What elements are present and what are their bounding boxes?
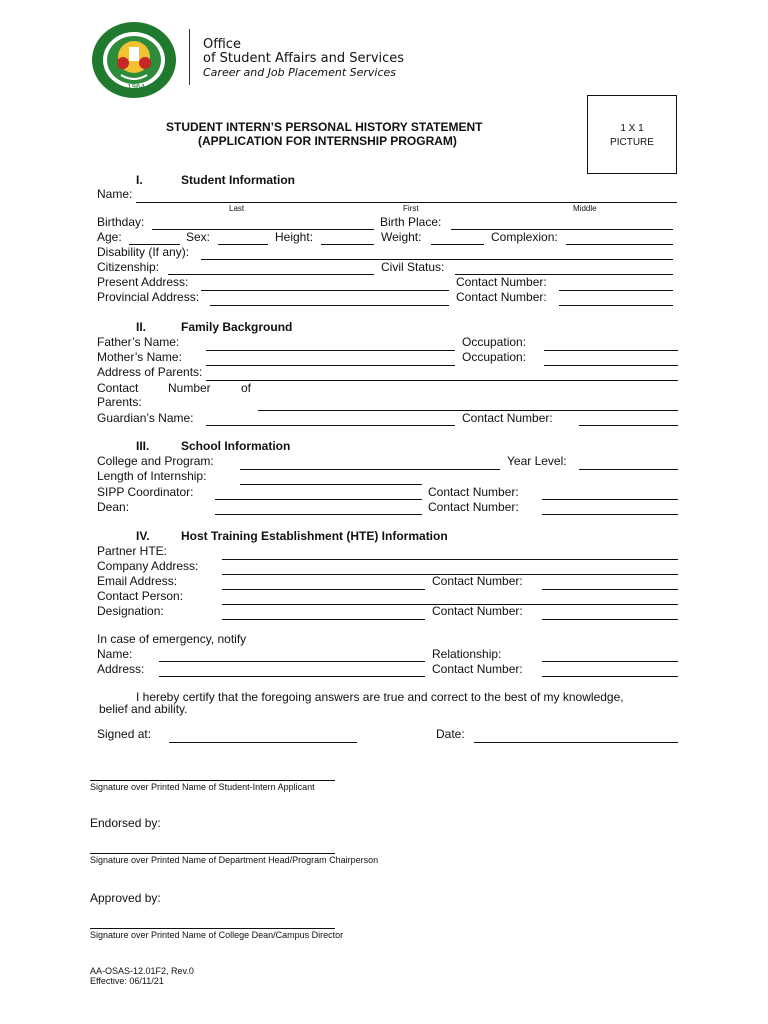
weight-field[interactable] bbox=[431, 244, 484, 245]
guardian-name-label: Guardian’s Name: bbox=[97, 411, 194, 425]
complexion-label: Complexion: bbox=[491, 230, 558, 244]
contact-number-label-1: Contact Number: bbox=[456, 275, 547, 289]
emergency-name-field[interactable] bbox=[159, 661, 425, 662]
contact-parents-word2: Number bbox=[168, 381, 211, 395]
partner-hte-field[interactable] bbox=[222, 559, 678, 560]
emergency-name-label: Name: bbox=[97, 647, 133, 661]
emergency-address-label: Address: bbox=[97, 662, 145, 676]
form-title-line1: STUDENT INTERN’S PERSONAL HISTORY STATEMENT bbox=[166, 120, 483, 134]
complexion-field[interactable] bbox=[566, 244, 673, 245]
provincial-address-label: Provincial Address: bbox=[97, 290, 200, 304]
mother-name-field[interactable] bbox=[206, 365, 455, 366]
father-name-label: Father’s Name: bbox=[97, 335, 180, 349]
mother-occupation-label: Occupation: bbox=[462, 350, 527, 364]
height-field[interactable] bbox=[321, 244, 374, 245]
birthday-label: Birthday: bbox=[97, 215, 145, 229]
dean-signature-line[interactable] bbox=[90, 928, 335, 929]
applicant-signature-line[interactable] bbox=[90, 780, 335, 781]
sipp-contact-label: Contact Number: bbox=[428, 485, 519, 499]
picture-box-line1: 1 X 1 bbox=[620, 123, 644, 134]
picture-box[interactable] bbox=[587, 95, 677, 174]
name-label: Name: bbox=[97, 187, 133, 201]
date-label: Date: bbox=[436, 727, 465, 741]
emergency-contact-label: Contact Number: bbox=[432, 662, 523, 676]
date-field[interactable] bbox=[474, 742, 678, 743]
contact-person-label: Contact Person: bbox=[97, 589, 184, 603]
guardian-contact-field[interactable] bbox=[579, 425, 678, 426]
relationship-label: Relationship: bbox=[432, 647, 502, 661]
guardian-contact-label: Contact Number: bbox=[462, 411, 553, 425]
form-title-line2: (APPLICATION FOR INTERNSHIP PROGRAM) bbox=[198, 134, 457, 148]
office-line2: of Student Affairs and Services bbox=[203, 51, 405, 66]
dean-contact-label: Contact Number: bbox=[428, 500, 519, 514]
address-parents-label: Address of Parents: bbox=[97, 365, 203, 379]
seal-year: 1964 bbox=[127, 83, 145, 91]
dept-head-signature-caption: Signature over Printed Name of Department Head/Program Chairperson bbox=[90, 855, 379, 865]
weight-label: Weight: bbox=[381, 230, 422, 244]
signed-at-label: Signed at: bbox=[97, 727, 152, 741]
dept-head-signature-line[interactable] bbox=[90, 853, 335, 854]
year-level-label: Year Level: bbox=[507, 454, 567, 468]
section2-title: Family Background bbox=[181, 320, 293, 334]
birth-place-field[interactable] bbox=[451, 229, 673, 230]
length-internship-label: Length of Internship: bbox=[97, 469, 207, 483]
designation-label: Designation: bbox=[97, 604, 164, 618]
hte-contact-field-2[interactable] bbox=[542, 619, 678, 620]
signed-at-field[interactable] bbox=[169, 742, 357, 743]
height-label: Height: bbox=[275, 230, 314, 244]
designation-field[interactable] bbox=[222, 619, 425, 620]
provincial-address-field[interactable] bbox=[210, 305, 449, 306]
contact-parents-word4: Parents: bbox=[97, 395, 142, 409]
middle-caption: Middle bbox=[573, 204, 597, 213]
effective-date: Effective: 06/11/21 bbox=[90, 976, 164, 986]
college-program-label: College and Program: bbox=[97, 454, 214, 468]
contact-parents-word3: of bbox=[241, 381, 252, 395]
company-address-label: Company Address: bbox=[97, 559, 199, 573]
citizenship-field[interactable] bbox=[168, 274, 374, 275]
section4-title: Host Training Establishment (HTE) Information bbox=[181, 529, 448, 543]
endorsed-by-label: Endorsed by: bbox=[90, 816, 161, 830]
birth-place-label: Birth Place: bbox=[380, 215, 442, 229]
emergency-heading: In case of emergency, notify bbox=[97, 632, 247, 646]
contact-parents-word1: Contact bbox=[97, 381, 139, 395]
length-internship-field[interactable] bbox=[240, 484, 422, 485]
email-address-field[interactable] bbox=[222, 589, 425, 590]
sex-label: Sex: bbox=[186, 230, 211, 244]
certify-line2: belief and ability. bbox=[99, 702, 188, 716]
dean-contact-field[interactable] bbox=[542, 514, 678, 515]
header-divider bbox=[189, 29, 190, 85]
last-caption: Last bbox=[229, 204, 245, 213]
name-field[interactable] bbox=[136, 202, 677, 203]
sex-field[interactable] bbox=[218, 244, 268, 245]
present-address-field[interactable] bbox=[201, 290, 449, 291]
applicant-signature-caption: Signature over Printed Name of Student-Intern Applicant bbox=[90, 782, 315, 792]
section2-num: II. bbox=[136, 320, 147, 334]
section4-num: IV. bbox=[136, 529, 150, 543]
certify-line1: I hereby certify that the foregoing answers are true and correct to the best of my knowledge, bbox=[136, 690, 624, 704]
year-level-field[interactable] bbox=[579, 469, 678, 470]
disability-label: Disability (If any): bbox=[97, 245, 190, 259]
relationship-field[interactable] bbox=[542, 661, 678, 662]
mother-name-label: Mother’s Name: bbox=[97, 350, 182, 364]
sipp-coordinator-field[interactable] bbox=[215, 499, 422, 500]
dean-label: Dean: bbox=[97, 500, 130, 514]
hte-contact-field-1[interactable] bbox=[542, 589, 678, 590]
form-code: AA-OSAS-12.01F2, Rev.0 bbox=[90, 966, 194, 976]
contact-number-label-2: Contact Number: bbox=[456, 290, 547, 304]
section3-title: School Information bbox=[181, 439, 291, 453]
citizenship-label: Citizenship: bbox=[97, 260, 160, 274]
father-occupation-label: Occupation: bbox=[462, 335, 527, 349]
contact-number-field-2[interactable] bbox=[559, 305, 673, 306]
dean-field[interactable] bbox=[215, 514, 422, 515]
approved-by-label: Approved by: bbox=[90, 891, 161, 905]
emergency-address-field[interactable] bbox=[159, 676, 425, 677]
address-parents-field[interactable] bbox=[206, 380, 678, 381]
guardian-name-field[interactable] bbox=[206, 425, 455, 426]
civil-status-label: Civil Status: bbox=[381, 260, 445, 274]
section1-num: I. bbox=[136, 173, 143, 187]
section3-num: III. bbox=[136, 439, 150, 453]
college-program-field[interactable] bbox=[240, 469, 500, 470]
sipp-contact-field[interactable] bbox=[542, 499, 678, 500]
email-address-label: Email Address: bbox=[97, 574, 178, 588]
contact-number-field-1[interactable] bbox=[559, 290, 673, 291]
first-caption: First bbox=[403, 204, 419, 213]
father-occupation-field[interactable] bbox=[544, 350, 678, 351]
emergency-contact-field[interactable] bbox=[542, 676, 678, 677]
present-address-label: Present Address: bbox=[97, 275, 189, 289]
office-line3: Career and Job Placement Services bbox=[203, 66, 397, 79]
partner-hte-label: Partner HTE: bbox=[97, 544, 168, 558]
sipp-coordinator-label: SIPP Coordinator: bbox=[97, 485, 194, 499]
age-label: Age: bbox=[97, 230, 122, 244]
section1-title: Student Information bbox=[181, 173, 295, 187]
father-name-field[interactable] bbox=[206, 350, 455, 351]
hte-contact-label-2: Contact Number: bbox=[432, 604, 523, 618]
picture-box-line2: PICTURE bbox=[610, 137, 654, 148]
contact-parents-stub bbox=[225, 380, 239, 381]
mother-occupation-field[interactable] bbox=[544, 365, 678, 366]
dean-signature-caption: Signature over Printed Name of College Dean/Campus Director bbox=[90, 930, 344, 940]
hte-contact-label-1: Contact Number: bbox=[432, 574, 523, 588]
office-line1: Office bbox=[203, 37, 241, 52]
